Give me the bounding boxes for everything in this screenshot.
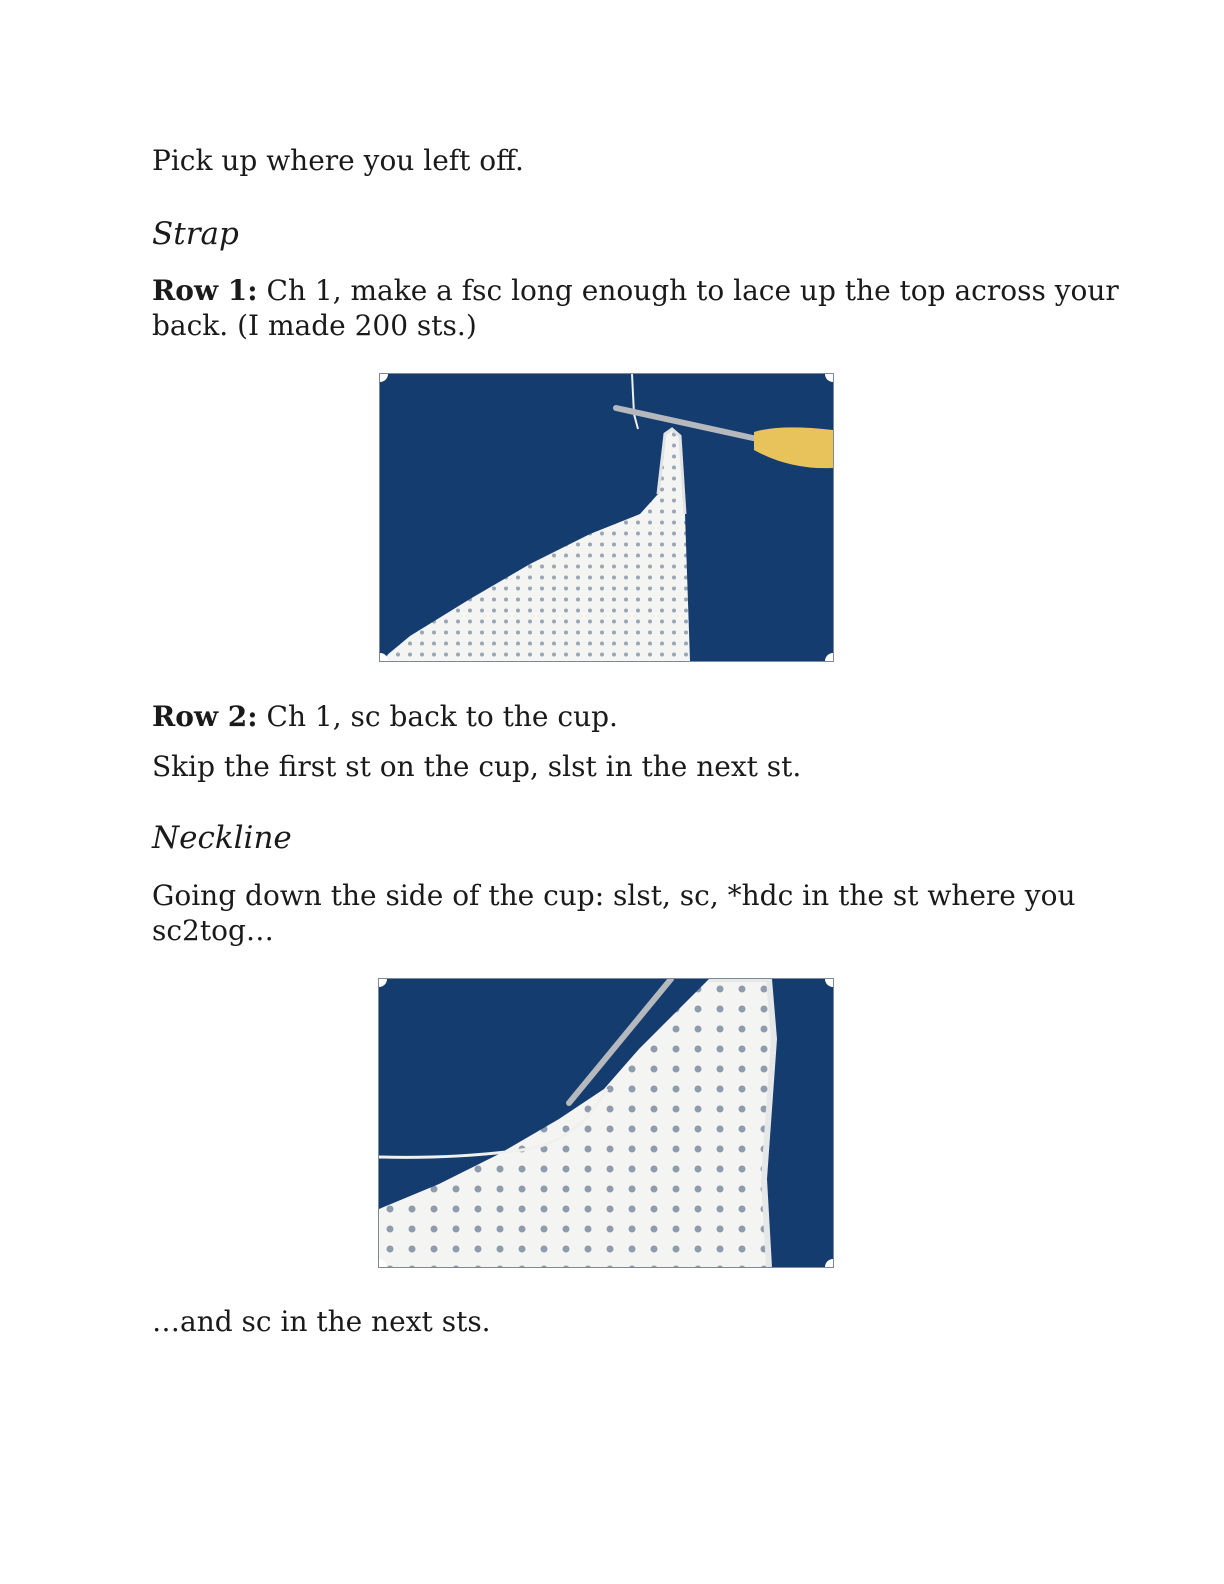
row1-line2: back. (I made 200 sts.) bbox=[152, 309, 477, 342]
row1-line1 bbox=[152, 273, 1119, 308]
neckline-line1: Going down the side of the cup: slst, sc, *hdc in the st where you bbox=[152, 879, 1076, 912]
row2-text: Ch 1, sc back to the cup. bbox=[257, 700, 618, 733]
final-paragraph: …and sc in the next sts. bbox=[152, 1305, 491, 1338]
corner-notch bbox=[825, 1259, 834, 1268]
neckline-heading: Neckline bbox=[152, 820, 292, 856]
neckline-photo bbox=[378, 978, 834, 1268]
row1-label: Row 1: bbox=[152, 274, 258, 307]
row2-label: Row 2: bbox=[152, 700, 258, 733]
neckline-line2: sc2tog… bbox=[152, 914, 274, 947]
row1-text: Ch 1, make a fsc long enough to lace up the top across your bbox=[257, 274, 1119, 307]
strap-photo bbox=[379, 373, 834, 662]
strap-heading: Strap bbox=[152, 216, 239, 252]
corner-notch bbox=[825, 653, 834, 662]
skip-paragraph: Skip the first st on the cup, slst in the next st. bbox=[152, 750, 802, 783]
strap-photo-image bbox=[380, 374, 833, 661]
neckline-photo-image bbox=[379, 979, 833, 1267]
row2-paragraph bbox=[152, 699, 618, 734]
intro-paragraph: Pick up where you left off. bbox=[152, 144, 524, 177]
